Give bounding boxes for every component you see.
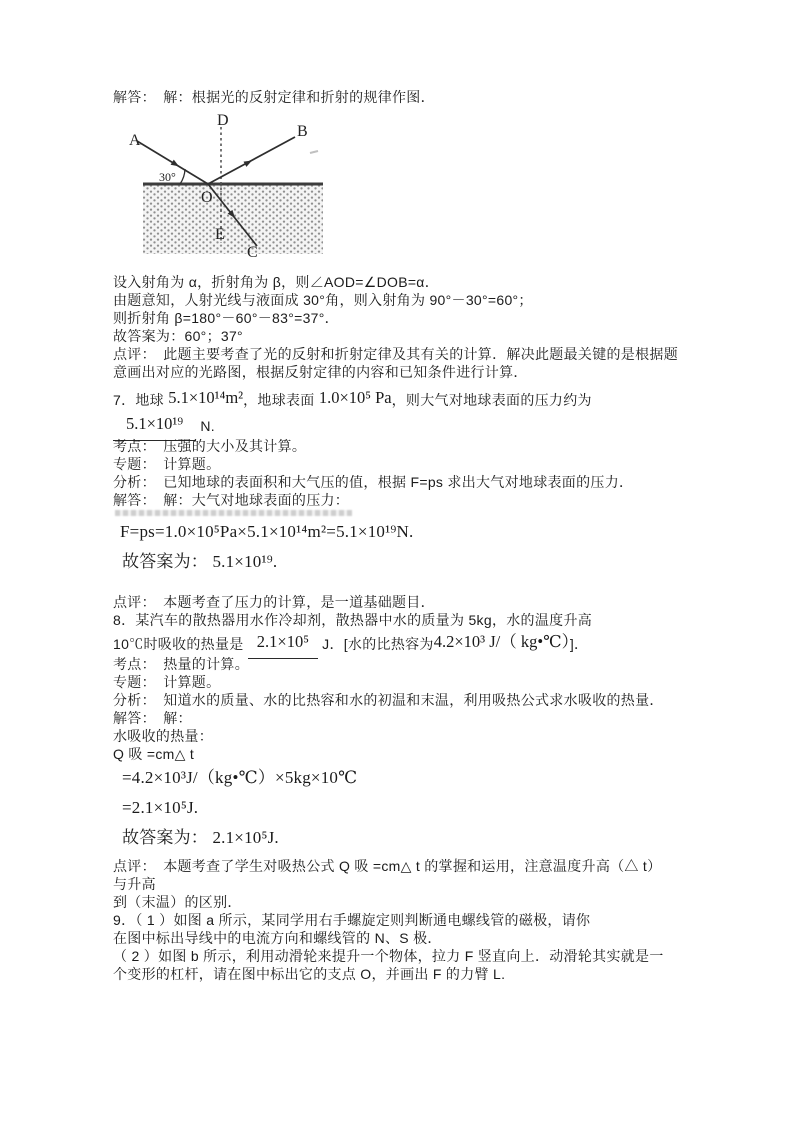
q6-line-given: 由题意知，人射光线与液面成 30°角，则入射角为 90°－30°=60°；	[113, 292, 533, 308]
q8-kaodian-line: 考点： 热量的计算。	[113, 656, 249, 672]
q8-heat-value: 2.1×10⁵	[256, 632, 309, 651]
angle-arc	[180, 169, 185, 184]
q7-title-line	[113, 385, 698, 411]
q7-fenxi-line: 分析： 已知地球的表面积和大气压的值，根据 F=ps 求出大气对地球表面的压力．	[113, 474, 634, 490]
q7-final-answer-line: 故答案为： 5.1×10¹⁹.	[122, 552, 278, 571]
q6-solution-line: 解答： 解：根据光的反射定律和折射的规律作图．	[113, 89, 435, 105]
q7-answer-unit: N.	[196, 418, 215, 434]
q6-comment-line2: 意画出对应的光路图，根据反射定律的内容和已知条件进行计算．	[113, 364, 528, 380]
label-B: B	[297, 123, 308, 140]
label-D: D	[217, 112, 229, 129]
q8-heat-blank	[248, 629, 318, 659]
q8-zhuanti-line: 专题： 计算题。	[113, 674, 221, 690]
q6-line-setup: 设入射角为 α，折射角为 β，则∠AOD=∠DOB=α．	[113, 274, 439, 290]
q8-comment-line1: 点评： 本题考查了学生对吸热公式 Q 吸 =cm△ t 的掌握和运用，注意温度升高（△ t）	[113, 858, 662, 874]
q8-q-formula-line: Q 吸 =cm△ t	[113, 746, 195, 762]
label-E: E	[215, 226, 225, 243]
q7-zhuanti-line: 专题： 计算题。	[113, 456, 221, 472]
scan-artifact-mark	[310, 151, 318, 153]
q9-line2: 在图中标出导线中的电流方向和螺线管的 N、S 极．	[113, 930, 442, 946]
label-O: O	[201, 189, 213, 206]
optics-diagram-svg	[121, 112, 325, 258]
q7-jieda-line: 解答： 解：大气对地球表面的压力：	[113, 492, 350, 508]
q7-pressure-value: 1.0×10⁵ Pa	[318, 388, 392, 407]
optics-diagram	[121, 112, 698, 263]
q8-calc-line2: =2.1×10⁵J.	[122, 798, 199, 817]
q8-line2-mid: J．[水的比热容为	[317, 636, 434, 652]
q6-line-answer: 故答案为：60°；37°	[113, 328, 243, 344]
label-C: C	[247, 244, 258, 258]
q8-calc-line1: =4.2×10³J/（kg•℃）×5kg×10℃	[122, 768, 358, 787]
q7-answer-value: 5.1×10¹⁹	[126, 414, 184, 433]
q7-answer-line	[113, 411, 698, 437]
label-A: A	[129, 132, 141, 149]
incident-ray-arrowhead	[171, 160, 179, 167]
reflected-ray-arrowhead	[244, 161, 253, 167]
q7-title-post: ，则大气对地球表面的压力约为	[391, 392, 592, 408]
q7-dianping-line: 点评： 本题考查了压力的计算，是一道基础题目．	[113, 594, 435, 610]
q7-area-value: 5.1×10¹⁴m²	[168, 388, 244, 407]
q8-jieda-line: 解答： 解：	[113, 710, 192, 726]
q9-line1: 9．（ 1 ）如图 a 所示，某同学用右手螺旋定则判断通电螺线管的磁极，请你	[113, 912, 591, 928]
q6-comment-line1: 点评： 此题主要考查了光的反射和折射定律及其有关的计算．解决此题最关键的是根据题	[113, 346, 678, 362]
q7-title-pre: 7．地球	[113, 392, 169, 408]
q9-line4: 个变形的杠杆，请在图中标出它的支点 O，并画出 F 的力臂 L.	[113, 966, 506, 982]
q8-fenxi-line: 分析： 知道水的质量、水的比热容和水的初温和末温，利用吸热公式求水吸收的热量．	[113, 692, 664, 708]
angle-label: 30°	[159, 170, 176, 184]
q8-comment-line3: 到（末温）的区别．	[113, 894, 242, 910]
q8-title-line1: 8．某汽车的散热器用水作冷却剂，散热器中水的质量为 5kg，水的温度升高	[113, 612, 593, 628]
q8-capacity-value: 4.2×10³ J/（ kg•℃）	[433, 632, 570, 651]
q8-line2-pre: 10℃时吸收的热量是	[113, 636, 248, 652]
q6-line-refraction: 则折射角 β=180°－60°－83°=37°．	[113, 310, 339, 326]
q8-water-heat-line: 水吸收的热量：	[113, 728, 214, 744]
q9-line3: （ 2 ）如图 b 所示，利用动滑轮来提升一个物体，拉力 F 竖直向上．动滑轮其实就是一	[113, 948, 664, 964]
q7-title-mid: ，地球表面	[243, 392, 319, 408]
q7-kaodian-line: 考点： 压强的大小及其计算。	[113, 438, 307, 454]
q8-line2-post: ]．	[569, 636, 589, 652]
q8-comment-line2: 与升高	[113, 876, 156, 892]
q8-final-answer-line: 故答案为： 2.1×10⁵J.	[122, 828, 279, 847]
q8-title-line2	[113, 629, 698, 655]
liquid-region	[143, 185, 323, 254]
q7-formula-line: F=ps=1.0×10⁵Pa×5.1×10¹⁴m²=5.1×10¹⁹N.	[120, 522, 414, 541]
scan-smudge-artifact	[115, 510, 352, 516]
